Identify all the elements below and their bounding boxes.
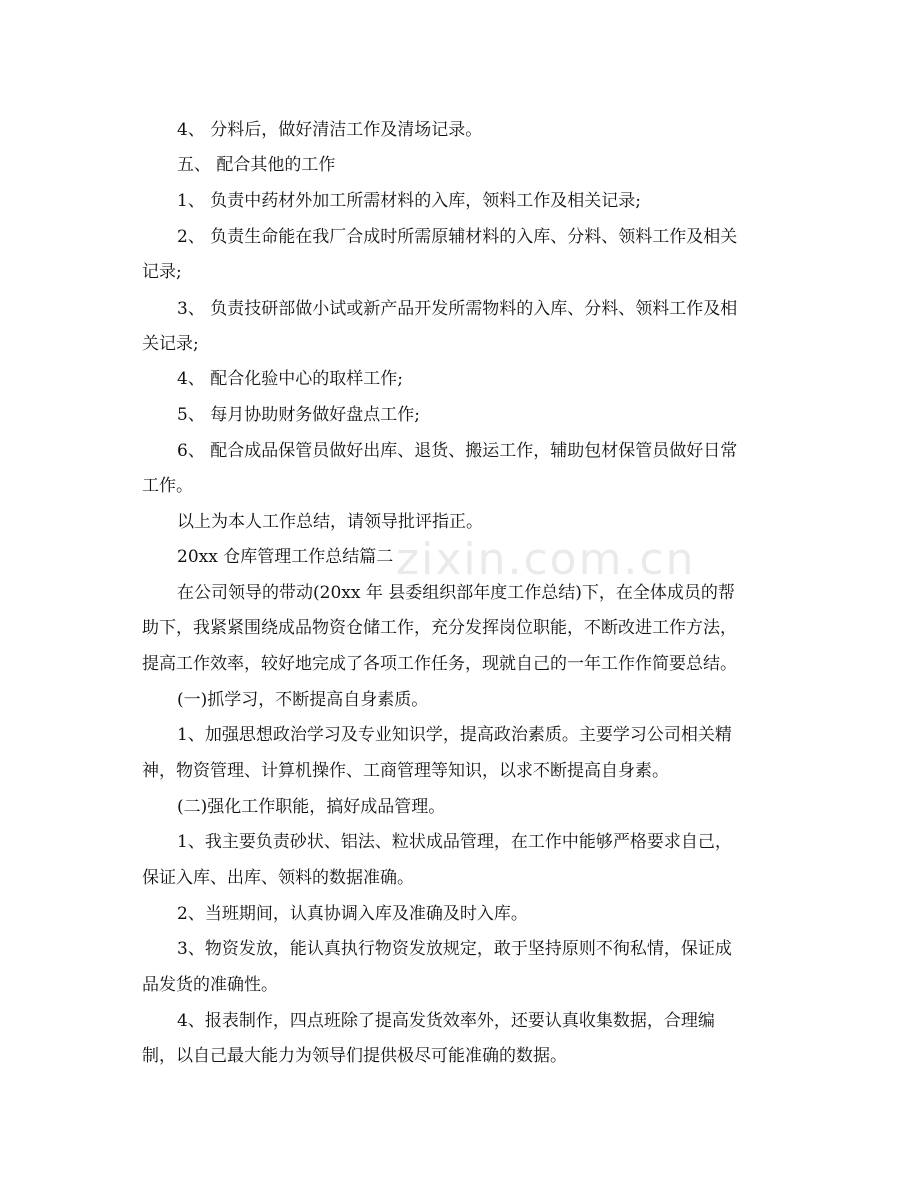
text-line: 提高工作效率，较好地完成了各项工作任务，现就自己的一年工作作简要总结。: [142, 654, 737, 674]
text-line: 4、 配合化验中心的取样工作;: [177, 369, 403, 389]
text-line: 6、 配合成品保管员做好出库、退货、搬运工作，辅助包材保管员做好日常: [177, 441, 738, 461]
section-heading: 五、 配合其他的工作: [177, 155, 336, 175]
text-line: 5、 每月协助财务做好盘点工作;: [177, 405, 420, 425]
text-line: 4、 分料后，做好清洁工作及清场记录。: [177, 120, 483, 140]
watermark: zixin.com.cn: [396, 534, 696, 585]
text-line: 2、当班期间，认真协调入库及准确及时入库。: [177, 904, 528, 924]
text-line: 1、 负责中药材外加工所需材料的入库，领料工作及相关记录;: [177, 191, 641, 211]
text-line: 助下，我紧紧围绕成品物资仓储工作，充分发挥岗位职能，不断改进工作方法，: [142, 618, 737, 638]
text-line: 1、加强思想政治学习及专业知识学，提高政治素质。主要学习公司相关精: [177, 725, 732, 745]
text-line: 以上为本人工作总结，请领导批评指正。: [177, 512, 483, 532]
section-heading: 20xx 仓库管理工作总结篇二: [177, 547, 394, 567]
text-line: 在公司领导的带动(20xx 年 县委组织部年度工作总结)下，在全体成员的帮: [177, 583, 735, 603]
text-line: 3、物资发放，能认真执行物资发放规定，敢于坚持原则不徇私情，保证成: [177, 939, 732, 959]
text-line: 工作。: [142, 476, 193, 496]
section-heading: (一)抓学习，不断提高自身素质。: [177, 690, 429, 710]
text-line: 神，物资管理、计算机操作、工商管理等知识，以求不断提高自身素。: [142, 761, 669, 781]
text-line: 品发货的准确性。: [142, 975, 278, 995]
text-line: 保证入库、出库、领料的数据准确。: [142, 868, 414, 888]
text-line: 制，以自己最大能力为领导们提供极尽可能准确的数据。: [142, 1046, 567, 1066]
text-line: 关记录;: [142, 334, 199, 354]
section-heading: (二)强化工作职能，搞好成品管理。: [177, 797, 446, 817]
text-line: 4、报表制作，四点班除了提高发货效率外，还要认真收集数据，合理编: [177, 1011, 715, 1031]
text-line: 2、 负责生命能在我厂合成时所需原辅材料的入库、分料、领料工作及相关: [177, 227, 738, 247]
text-line: 1、我主要负责砂状、铝法、粒状成品管理，在工作中能够严格要求自己，: [177, 832, 732, 852]
text-line: 3、 负责技研部做小试或新产品开发所需物料的入库、分料、领料工作及相: [177, 299, 738, 319]
text-line: 记录;: [142, 262, 182, 282]
